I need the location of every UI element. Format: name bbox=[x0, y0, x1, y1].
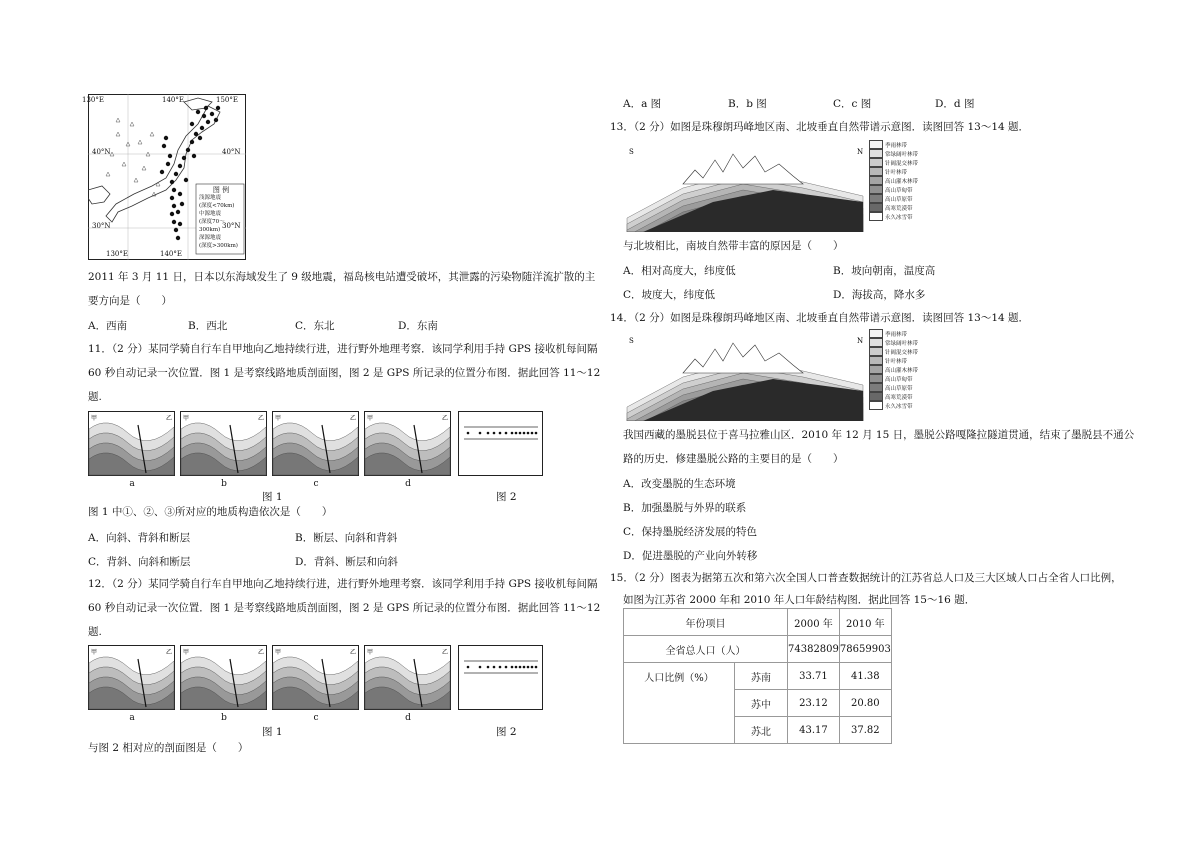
legend-swatch bbox=[869, 185, 883, 194]
gps-point bbox=[527, 666, 530, 669]
q11-option-c[interactable]: C．背斜、向斜和断层 bbox=[88, 556, 191, 568]
legend-swatch bbox=[869, 158, 883, 167]
profile-panel-d[interactable] bbox=[365, 646, 451, 710]
q15-line2: 如图为江苏省 2000 年和 2010 年人口年龄结构图．据此回答 15～16 题． bbox=[623, 594, 976, 606]
shallow-quake-dot bbox=[190, 140, 194, 144]
legend-label: 高山灌木林带 bbox=[885, 367, 919, 374]
shallow-quake-dot bbox=[174, 228, 178, 232]
shallow-quake-dot bbox=[176, 210, 180, 214]
map-lon-bottom-2: 140°E bbox=[160, 250, 182, 258]
q13-option-b[interactable]: B．坡向朝南，温度高 bbox=[833, 265, 936, 277]
panel-end-label: 乙 bbox=[350, 649, 357, 656]
legend-swatch bbox=[869, 329, 883, 338]
shallow-quake-dot bbox=[178, 192, 182, 196]
legend-item bbox=[869, 374, 918, 383]
shallow-quake-dot bbox=[176, 236, 180, 240]
legend-deep-depth: (深度>300km) bbox=[199, 243, 238, 249]
legend-swatch bbox=[869, 374, 883, 383]
map-legend bbox=[199, 186, 243, 250]
shallow-quake-dot bbox=[194, 132, 198, 136]
map-legend-title: 图 例 bbox=[212, 186, 230, 194]
legend-deep: 深源地震 bbox=[199, 235, 222, 241]
shallow-quake-dot bbox=[170, 180, 174, 184]
q11-line2: 60 秒自动记录一次位置．图 1 是考察线路地质剖面图，图 2 是 GPS 所记录的位置分布图．据此回答 11～12 bbox=[88, 367, 601, 379]
shallow-quake-dot bbox=[168, 154, 172, 158]
gps-point bbox=[487, 432, 490, 435]
gps-point bbox=[479, 432, 482, 435]
q11-profile-panels bbox=[88, 411, 548, 491]
profile-panels-svg bbox=[88, 645, 548, 711]
panel-start-label: 甲 bbox=[275, 649, 282, 656]
gps-point bbox=[487, 666, 490, 669]
vertical-zone-legend bbox=[869, 329, 918, 410]
legend-item bbox=[869, 167, 918, 176]
shallow-quake-dot bbox=[178, 164, 182, 168]
q12-option-b[interactable]: B．b 图 bbox=[728, 98, 767, 110]
table-total-2000: 74382809 bbox=[788, 636, 840, 663]
legend-swatch bbox=[869, 149, 883, 158]
legend-label: 高山灌木林带 bbox=[885, 178, 919, 185]
q14-everest-profile bbox=[623, 329, 923, 421]
gps-figure bbox=[459, 646, 543, 710]
panel-end-label: 乙 bbox=[258, 415, 265, 422]
table-region-subei: 苏北 bbox=[735, 717, 788, 744]
snow-peak bbox=[683, 343, 803, 373]
everest-profile-svg bbox=[623, 329, 867, 421]
panel-end-label: 乙 bbox=[442, 415, 449, 422]
panel-start-label: 甲 bbox=[367, 415, 374, 422]
panel-start-label: 甲 bbox=[91, 415, 98, 422]
map-lat-left-30: 30°N bbox=[92, 222, 111, 230]
map-lon-top-1: 130°E bbox=[82, 96, 104, 104]
q14-text2: 路的历史．修建墨脱公路的主要目的是（ ） bbox=[623, 453, 844, 465]
gps-point bbox=[523, 432, 526, 435]
legend-item bbox=[869, 140, 918, 149]
q12-line3: 题. bbox=[88, 626, 102, 638]
legend-item bbox=[869, 347, 918, 356]
profile-panels-svg bbox=[88, 411, 548, 477]
legend-label: 高寒荒漠带 bbox=[885, 394, 913, 401]
shallow-quake-dot bbox=[196, 110, 200, 114]
q11-fig2-label: 图 2 bbox=[496, 491, 517, 503]
legend-item bbox=[869, 392, 918, 401]
map-lon-bottom-1: 130°E bbox=[106, 250, 128, 258]
q14-text1: 我国西藏的墨脱县位于喜马拉雅山区．2010 年 12 月 15 日，墨脱公路嘎隆拉隧道贯通，结束了墨脱县不通公 bbox=[623, 429, 1135, 441]
legend-swatch bbox=[869, 383, 883, 392]
south-label: S bbox=[629, 337, 634, 345]
legend-item bbox=[869, 365, 918, 374]
gps-figure bbox=[459, 412, 543, 476]
q12-fig1-label: 图 1 bbox=[262, 726, 283, 738]
panel-end-label: 乙 bbox=[166, 415, 173, 422]
legend-label: 高山草甸带 bbox=[885, 187, 913, 194]
legend-label: 永久冰雪带 bbox=[885, 214, 913, 221]
legend-swatch bbox=[869, 347, 883, 356]
q14-option-b[interactable]: B．加强墨脱与外界的联系 bbox=[623, 502, 747, 514]
table-header-2000: 2000 年 bbox=[788, 609, 840, 636]
shallow-quake-dot bbox=[186, 148, 190, 152]
legend-label: 季雨林带 bbox=[885, 331, 908, 338]
panel-end-label: 乙 bbox=[442, 649, 449, 656]
shallow-quake-dot bbox=[198, 136, 202, 140]
q12-option-a[interactable]: A．a 图 bbox=[623, 98, 662, 110]
q13-option-c[interactable]: C．坡度大，纬度低 bbox=[623, 289, 716, 301]
legend-swatch bbox=[869, 167, 883, 176]
profile-caption-d: d bbox=[405, 479, 411, 489]
q10-option-a[interactable]: A．西南 bbox=[88, 320, 128, 332]
shallow-quake-dot bbox=[162, 144, 166, 148]
legend-label: 永久冰雪带 bbox=[885, 403, 913, 410]
q13-everest-profile bbox=[623, 140, 923, 232]
q11-question: 图 1 中①、②、③所对应的地质构造依次是（ ） bbox=[88, 506, 333, 518]
gps-point bbox=[515, 666, 518, 669]
gps-point bbox=[493, 666, 496, 669]
legend-swatch bbox=[869, 140, 883, 149]
panel-end-label: 乙 bbox=[166, 649, 173, 656]
legend-label: 季雨林带 bbox=[885, 142, 908, 149]
legend-label: 针阔混交林带 bbox=[885, 349, 919, 356]
q15-line1: 15．（2 分）图表为据第五次和第六次全国人口普查数据统计的江苏省总人口及三大区域人口占全省人口比例， bbox=[610, 572, 1122, 584]
gps-point bbox=[479, 666, 482, 669]
panel-start-label: 甲 bbox=[183, 649, 190, 656]
map-lon-top-3: 150°E bbox=[216, 96, 238, 104]
profile-panel-d[interactable] bbox=[365, 412, 451, 476]
everest-profile-svg bbox=[623, 140, 867, 232]
map-lat-left-40: 40°N bbox=[92, 148, 111, 156]
legend-shallow: 浅源地震 bbox=[199, 195, 222, 201]
vertical-zone-legend bbox=[869, 140, 918, 221]
legend-swatch bbox=[869, 176, 883, 185]
gps-point bbox=[523, 666, 526, 669]
profile-caption-a: a bbox=[129, 713, 135, 723]
legend-item bbox=[869, 338, 918, 347]
legend-label: 针叶林带 bbox=[885, 169, 908, 176]
table-region-suzhong: 苏中 bbox=[735, 690, 788, 717]
north-label: N bbox=[857, 148, 864, 156]
q14-option-a[interactable]: A．改变墨脱的生态环境 bbox=[623, 478, 736, 490]
table-total-label: 全省总人口（人） bbox=[624, 636, 788, 663]
q13-question: 与北坡相比，南坡自然带丰富的原因是（ ） bbox=[623, 240, 844, 252]
panel-end-label: 乙 bbox=[258, 649, 265, 656]
legend-swatch bbox=[869, 212, 883, 221]
gps-point bbox=[515, 432, 518, 435]
shallow-quake-dot bbox=[180, 202, 184, 206]
gps-point bbox=[505, 432, 508, 435]
legend-label: 针阔混交林带 bbox=[885, 160, 919, 167]
table-header-item: 年份项目 bbox=[624, 609, 788, 636]
legend-label: 常绿阔叶林带 bbox=[885, 340, 919, 347]
shallow-quake-dot bbox=[192, 154, 196, 158]
shallow-quake-dot bbox=[164, 136, 168, 140]
gps-point bbox=[499, 666, 502, 669]
population-table bbox=[623, 608, 892, 744]
q12-line1: 12．（2 分）某同学骑自行车自甲地向乙地持续行进，进行野外地理考察．该同学利用手持 GPS 接收机每间隔 bbox=[88, 578, 598, 590]
q12-option-c[interactable]: C．c 图 bbox=[833, 98, 872, 110]
gps-point bbox=[505, 666, 508, 669]
map-lat-right-40: 40°N bbox=[222, 148, 241, 156]
legend-item bbox=[869, 329, 918, 338]
profile-caption-a: a bbox=[129, 479, 135, 489]
panel-end-label: 乙 bbox=[350, 415, 357, 422]
legend-label: 高山草甸带 bbox=[885, 376, 913, 383]
table-region-sunan: 苏南 bbox=[735, 663, 788, 690]
table-subei-2000: 43.17 bbox=[788, 717, 840, 744]
shallow-quake-dot bbox=[166, 162, 170, 166]
table-ratio-label: 人口比例（%） bbox=[624, 663, 735, 744]
shallow-quake-dot bbox=[204, 106, 208, 110]
gps-point bbox=[467, 432, 470, 435]
legend-label: 高寒荒漠带 bbox=[885, 205, 913, 212]
table-header-2010: 2010 年 bbox=[839, 609, 891, 636]
legend-mid: 中源地震 bbox=[199, 211, 222, 217]
shallow-quake-dot bbox=[172, 220, 176, 224]
shallow-quake-dot bbox=[200, 126, 204, 130]
gps-point bbox=[535, 666, 538, 669]
q10-text-line1: 2011 年 3 月 11 日，日本以东海域发生了 9 级地震，福岛核电站遭受破坏，其泄露的污染物随洋流扩散的主 bbox=[88, 271, 596, 283]
q11-option-b[interactable]: B．断层、向斜和背斜 bbox=[295, 532, 398, 544]
legend-swatch bbox=[869, 356, 883, 365]
gps-point bbox=[511, 666, 514, 669]
legend-label: 针叶林带 bbox=[885, 358, 908, 365]
legend-shallow-depth: (深度<70km) bbox=[199, 203, 235, 209]
legend-label: 常绿阔叶林带 bbox=[885, 151, 919, 158]
gps-point bbox=[531, 432, 534, 435]
legend-swatch bbox=[869, 194, 883, 203]
legend-swatch bbox=[869, 392, 883, 401]
q12-question: 与图 2 相对应的剖面图是（ ） bbox=[88, 742, 249, 754]
gps-point bbox=[467, 666, 470, 669]
shallow-quake-dot bbox=[202, 114, 206, 118]
q13-line1: 13．（2 分）如图是珠穆朗玛峰地区南、北坡垂直自然带谱示意图．读图回答 13～14 题． bbox=[610, 121, 1030, 133]
shallow-quake-dot bbox=[216, 106, 220, 110]
q14-option-d[interactable]: D．促进墨脱的产业向外转移 bbox=[623, 550, 758, 562]
legend-item bbox=[869, 356, 918, 365]
q12-profile-panels bbox=[88, 645, 548, 725]
q10-option-c[interactable]: C．东北 bbox=[295, 320, 335, 332]
gps-point bbox=[493, 432, 496, 435]
q11-line3: 题. bbox=[88, 391, 102, 403]
panel-start-label: 甲 bbox=[367, 649, 374, 656]
shallow-quake-dot bbox=[172, 188, 176, 192]
table-suzhong-2000: 23.12 bbox=[788, 690, 840, 717]
snow-peak bbox=[683, 154, 803, 184]
legend-swatch bbox=[869, 203, 883, 212]
gps-point bbox=[519, 666, 522, 669]
q12-fig2-label: 图 2 bbox=[496, 726, 517, 738]
q13-option-d[interactable]: D．海拔高，降水多 bbox=[833, 289, 926, 301]
q12-option-d[interactable]: D．d 图 bbox=[935, 98, 975, 110]
shallow-quake-dot bbox=[206, 120, 210, 124]
shallow-quake-dot bbox=[190, 122, 194, 126]
shallow-quake-dot bbox=[160, 170, 164, 174]
panel-start-label: 甲 bbox=[275, 415, 282, 422]
legend-item bbox=[869, 383, 918, 392]
profile-caption-c: c bbox=[313, 713, 319, 723]
profile-panel-c[interactable] bbox=[273, 412, 359, 476]
legend-item bbox=[869, 212, 918, 221]
shallow-quake-dot bbox=[172, 204, 176, 208]
map-lon-top-2: 140°E bbox=[162, 96, 184, 104]
q14-line1: 14．（2 分）如图是珠穆朗玛峰地区南、北坡垂直自然带谱示意图．读图回答 13～14 题． bbox=[610, 312, 1030, 324]
shallow-quake-dot bbox=[174, 172, 178, 176]
q12-line2: 60 秒自动记录一次位置．图 1 是考察线路地质剖面图，图 2 是 GPS 所记录的位置分布图．据此回答 11～12 bbox=[88, 602, 601, 614]
profile-panel-c[interactable] bbox=[273, 646, 359, 710]
shallow-quake-dot bbox=[210, 112, 214, 116]
legend-swatch bbox=[869, 338, 883, 347]
q11-option-a[interactable]: A．向斜、背斜和断层 bbox=[88, 532, 191, 544]
shallow-quake-dot bbox=[182, 156, 186, 160]
profile-caption-b: b bbox=[221, 713, 227, 723]
legend-label: 高山草原带 bbox=[885, 385, 913, 392]
gps-point bbox=[535, 432, 538, 435]
table-sunan-2000: 33.71 bbox=[788, 663, 840, 690]
gps-point bbox=[499, 432, 502, 435]
q10-option-d[interactable]: D．东南 bbox=[398, 320, 438, 332]
legend-item bbox=[869, 401, 918, 410]
q13-option-a[interactable]: A．相对高度大，纬度低 bbox=[623, 265, 736, 277]
table-sunan-2010: 41.38 bbox=[839, 663, 891, 690]
shallow-quake-dot bbox=[170, 196, 174, 200]
shallow-quake-dot bbox=[184, 178, 188, 182]
q11-line1: 11．（2 分）某同学骑自行车自甲地向乙地持续行进，进行野外地理考察．该同学利用手持 GPS 接收机每间隔 bbox=[88, 343, 598, 355]
legend-item bbox=[869, 149, 918, 158]
shallow-quake-dot bbox=[214, 118, 218, 122]
legend-item bbox=[869, 158, 918, 167]
legend-swatch bbox=[869, 401, 883, 410]
legend-item bbox=[869, 176, 918, 185]
shallow-quake-dot bbox=[178, 222, 182, 226]
q10-option-b[interactable]: B．西北 bbox=[188, 320, 228, 332]
gps-point bbox=[519, 432, 522, 435]
legend-item bbox=[869, 203, 918, 212]
north-label: N bbox=[857, 337, 864, 345]
panel-start-label: 甲 bbox=[91, 649, 98, 656]
map-lat-right-30: 30°N bbox=[222, 222, 241, 230]
q14-option-c[interactable]: C．保持墨脱经济发展的特色 bbox=[623, 526, 758, 538]
table-suzhong-2010: 20.80 bbox=[839, 690, 891, 717]
japan-earthquake-map bbox=[82, 94, 246, 260]
legend-mid-depth: (深度70～300km) bbox=[199, 219, 225, 233]
legend-item bbox=[869, 194, 918, 203]
profile-panel-a[interactable] bbox=[89, 646, 175, 710]
shallow-quake-dot bbox=[170, 212, 174, 216]
legend-label: 高山草原带 bbox=[885, 196, 913, 203]
q11-option-d[interactable]: D．背斜、断层和向斜 bbox=[295, 556, 398, 568]
profile-caption-b: b bbox=[221, 479, 227, 489]
profile-panel-a[interactable] bbox=[89, 412, 175, 476]
table-subei-2010: 37.82 bbox=[839, 717, 891, 744]
panel-start-label: 甲 bbox=[183, 415, 190, 422]
south-label: S bbox=[629, 148, 634, 156]
gps-point bbox=[527, 432, 530, 435]
q10-text-line2: 要方向是（ ） bbox=[88, 295, 172, 307]
profile-caption-c: c bbox=[313, 479, 319, 489]
table-total-2010: 78659903 bbox=[839, 636, 891, 663]
q11-fig1-label: 图 1 bbox=[262, 491, 283, 503]
legend-item bbox=[869, 185, 918, 194]
legend-swatch bbox=[869, 365, 883, 374]
profile-panel-b[interactable] bbox=[181, 646, 267, 710]
gps-point bbox=[531, 666, 534, 669]
profile-caption-d: d bbox=[405, 713, 411, 723]
profile-panel-b[interactable] bbox=[181, 412, 267, 476]
gps-point bbox=[511, 432, 514, 435]
